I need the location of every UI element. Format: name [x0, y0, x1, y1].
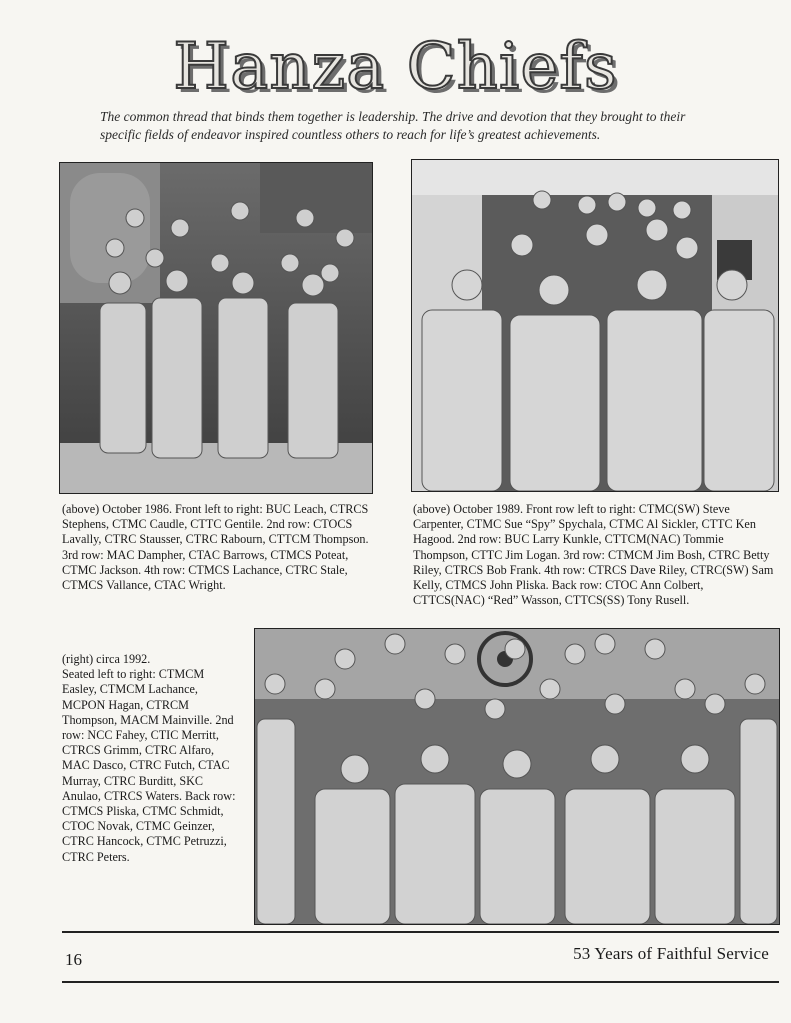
photo-october-1989: [411, 159, 779, 492]
photo-1989-image: [412, 160, 778, 491]
page-subtitle: The common thread that binds them together is leadership. The drive and devotion that they brought to their specific fields of endeavor inspired countless others to reach for life’s greatest achievements.: [100, 109, 686, 142]
photo-1992-image: [255, 629, 779, 924]
caption-1992: (right) circa 1992. Seated left to right: CTMCM Easley, CTMCM Lachance, MCPON Hagan, CTRCM Thompson, MACM Mainville. 2nd row: NCC Fahey, CTIC Merritt, CTRCS Grimm, CTRC Alfaro, MAC Dasco, CTRC Futch, CTAC Murray, CTRC Burditt, SKC Anulao, CTRCS Waters. Back row: CTMCS Pliska, CTMC Schmidt, CTOC Novak, CTMC Geinzer, CTRC Hancock, CTMC Petruzzi, CTRC Peters.: [62, 652, 236, 864]
caption-1989: (above) October 1989. Front row left to right: CTMC(SW) Steve Carpenter, CTMC Sue “Spy” Spychala, CTMC Al Sickler, CTTC Ken Hagood. 2nd row: BUC Larry Kunkle, CTTCM(NAC) Tommie Thompson, CTTC Jim Logan. 3rd row: CTMCM Jim Bosh, CTRC Betty Riley, CTRCS Bob Frank. 4th row: CTRCS Dave Riley, CTRC(SW) Sam Kelly, CTMCS John Pliska. Back row: CTOC Ann Colbert, CTTCS(NAC) “Red” Wasson, CTTCS(SS) Tony Rusell.: [413, 502, 774, 608]
photo-1986-image: [60, 163, 372, 493]
page-number: 16: [65, 950, 82, 969]
footer-rule-bottom: [62, 981, 779, 983]
photo-october-1986: [59, 162, 373, 494]
caption-1986: (above) October 1986. Front left to right: BUC Leach, CTRCS Stephens, CTMC Caudle, CTTC Gentile. 2nd row: CTOCS Lavally, CTRC Stausser, CTRC Rabourn, CTTCM Thompson. 3rd row: MAC Dampher, CTAC Barrows, CTMCS Poteat, CTMC Jackson. 4th row: CTMCS Lachance, CTRC Stale, CTMCS Vallance, CTAC Wright.: [62, 502, 369, 593]
footer-book-title: 53 Years of Faithful Service: [573, 944, 769, 963]
page-title: Hanza Chiefs: [173, 30, 618, 104]
photo-circa-1992: [254, 628, 780, 925]
footer-rule-top: [62, 931, 779, 933]
